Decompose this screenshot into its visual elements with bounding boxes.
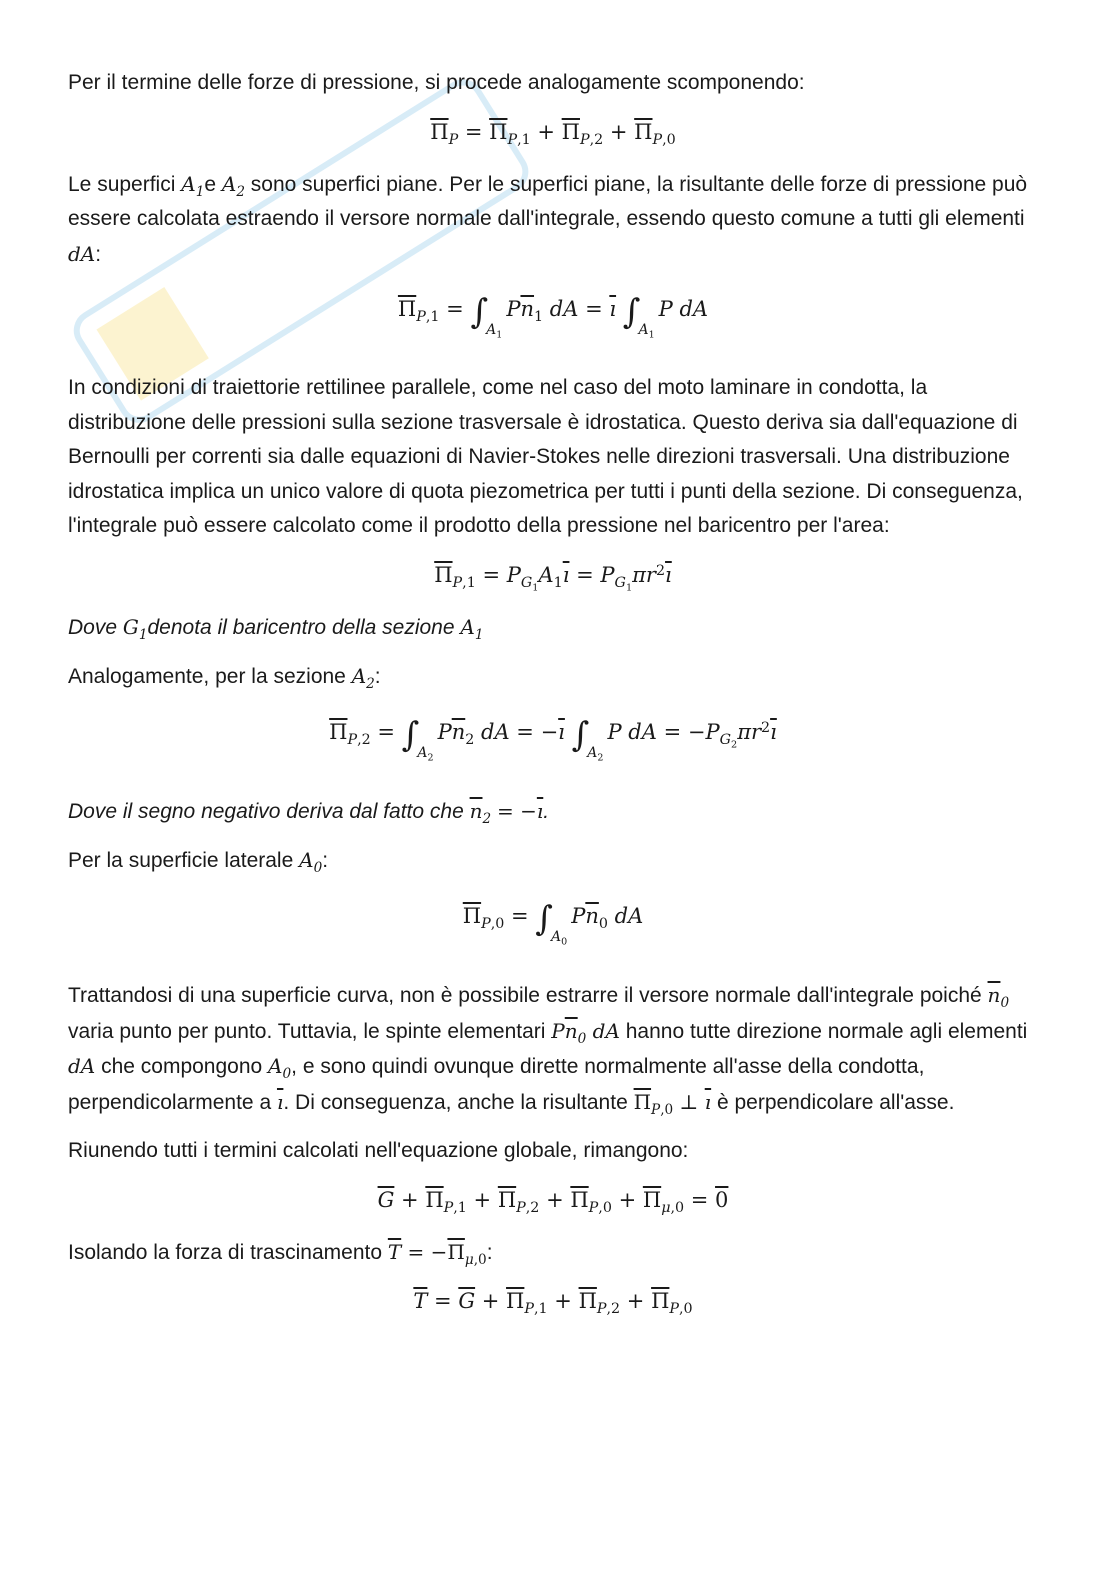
paragraph-global-equation: Riunendo tutti i termini calcolati nell'equazione globale, rimangono:: [68, 1139, 689, 1163]
equation-pressure-decomposition: $\overline{\Pi}_P = \overline{\Pi}_{P,1} + \overline{\Pi}_{P,2} + \overline{\Pi}_{P,0}$: [430, 119, 676, 148]
paragraph-hydrostatic: In condizioni di traiettorie rettilinee parallele, come nel caso del moto laminare in condotta, la distribuzione delle pressioni sulla sezione trasversale è idrostatica. Questo deriva sia dall'equazione di Bernoulli per correnti sia dalle equazioni di Navier-Stokes nelle direzioni trasversali. Una distribuzione idrostatica implica un unico valore di quota piezometrica per tutti i punti della sezione. Di conseguenza, l'integrale può essere calcolato come il prodotto della pressione nel baricentro per l'area:: [68, 376, 1023, 538]
paragraph-curved-surface: Trattandosi di una superficie curva, non è possibile estrarre il versore normale dall'integrale poiché $\overline{n}_0$ varia punto per punto. Tuttavia, le spinte elementari $P\overline{n}_0$ dA hanno tutte direzione normale agli elementi dA che compongono $A_0$, e sono quindi ovunque dirette normalmente all'asse della condotta, perpendicolarmente a $\overline{ı}$. Di conseguenza, anche la risultante $\overline{\Pi}_{P,0}$ ⊥ $\overline{ı}$ è perpendicolare all'asse.: [68, 983, 1028, 1118]
equation-global-balance: $\overline{G} + \overline{\Pi}_{P,1} + \overline{\Pi}_{P,2} + \overline{\Pi}_{P,0} + \overline{\Pi}_{\mu,0} = 0$: [377, 1187, 729, 1216]
paragraph-centroid-note: Dove $G_1denota$ il baricentro della sezione $A_1$: [68, 614, 484, 643]
equation-pressure-section-1: $\overline{\Pi}_{P,1} = \int_{A_1}P\overline{n}_1$ dA = $\overline{ı}$ $\int_{A_1}P$ dA: [397, 291, 709, 341]
equation-pressure-lateral: $\overline{\Pi}_{P,0} = \int_{A_0}P\overline{n}_0$ dA: [462, 898, 644, 948]
paragraph-intro: Per il termine delle forze di pressione, si procede analogamente scomponendo:: [68, 71, 805, 94]
paragraph-flat-surfaces: Le superfici $A_1e$ $A_2$ sono superfici piane. Per le superfici piane, la risultante delle forze di pressione può essere calcolata estraendo il versore normale dall'integrale, essendo questo comune a tutti gli elementi dA:: [68, 171, 1028, 266]
paragraph-negative-sign-note: Dove il segno negativo deriva dal fatto che $\overline{n}_2 = -\overline{ı}$.: [68, 798, 550, 827]
paragraph-section-2: Analogamente, per la sezione $A_2$:: [68, 664, 381, 692]
paragraph-lateral-surface: Per la superficie laterale $A_0$:: [68, 848, 329, 877]
document-page: [68, 66, 1038, 1336]
paragraph-drag-force: Isolando la forza di trascinamento $\overline{T} = -\overline{\Pi}_{\mu,0}$:: [68, 1239, 493, 1268]
equation-pressure-centroid-1: $\overline{\Pi}_{P,1} = P_{G_1}A_1\overline{ı} = P_{G_1}\pi r^2\overline{ı}$: [434, 562, 672, 594]
equation-drag-force: $\overline{T} = \overline{G} + \overline{\Pi}_{P,1} + \overline{\Pi}_{P,2} + \overline{\Pi}_{P,0}$: [413, 1289, 693, 1318]
equation-pressure-section-2: $\overline{\Pi}_{P,2} = \int_{A_2}P\overline{n}_2$ dA = $-\overline{ı}$ $\int_{A_2}P$ dA = $-P_{G_2}\pi r^2\overline{ı}$: [329, 714, 777, 764]
